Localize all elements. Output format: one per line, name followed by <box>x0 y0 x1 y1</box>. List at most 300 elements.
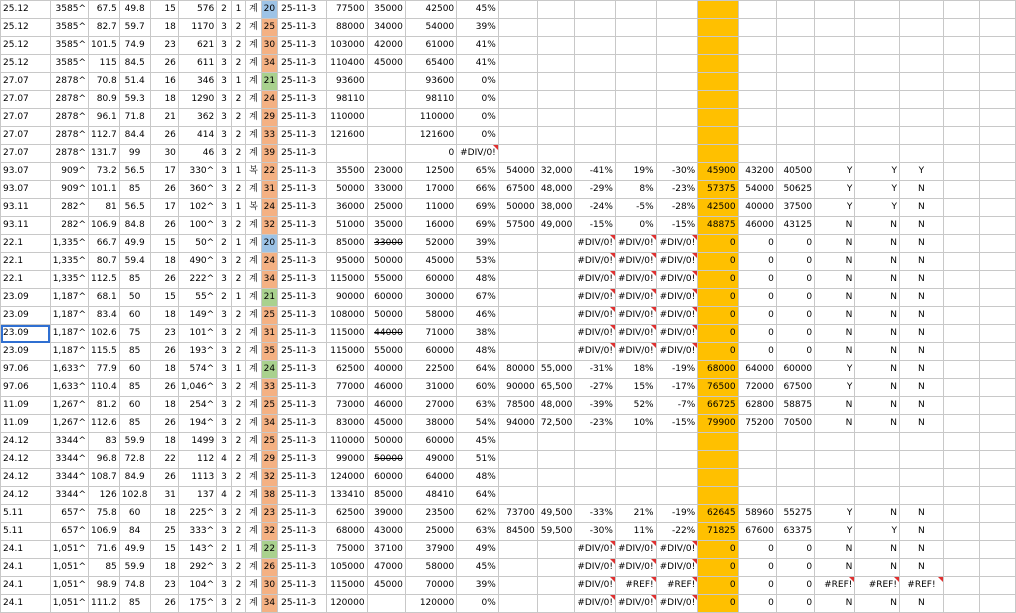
table-cell[interactable]: 282^ <box>50 199 88 217</box>
table-cell[interactable]: -15% <box>656 217 698 235</box>
table-cell[interactable]: 3 <box>217 523 232 541</box>
table-cell[interactable]: 60000 <box>367 469 405 487</box>
table-cell[interactable]: 193^ <box>178 343 216 361</box>
table-cell[interactable]: 909^ <box>50 163 88 181</box>
table-cell[interactable]: 67% <box>457 289 499 307</box>
table-cell[interactable]: 2878^ <box>50 127 88 145</box>
table-cell[interactable]: 계 <box>246 91 261 109</box>
table-cell[interactable]: 30 <box>150 145 178 163</box>
table-cell[interactable]: 40500 <box>776 163 814 181</box>
table-cell[interactable] <box>979 181 1015 199</box>
table-cell[interactable] <box>498 235 537 253</box>
table-cell[interactable]: 25-11-3 <box>278 145 327 163</box>
table-cell[interactable]: 909^ <box>50 181 88 199</box>
table-cell[interactable]: 46000 <box>367 397 405 415</box>
table-cell[interactable]: N <box>855 307 900 325</box>
table-cell[interactable]: 120000 <box>405 595 456 613</box>
table-cell[interactable]: #DIV/0! <box>575 559 616 577</box>
table-cell[interactable]: 1 <box>231 289 246 307</box>
table-cell[interactable]: 26 <box>150 415 178 433</box>
table-cell[interactable] <box>943 91 979 109</box>
table-cell[interactable] <box>498 73 537 91</box>
table-cell[interactable]: 32 <box>261 523 277 541</box>
table-cell[interactable] <box>738 73 776 91</box>
table-cell[interactable]: 25-11-3 <box>278 37 327 55</box>
table-cell[interactable]: 60000 <box>405 343 456 361</box>
table-cell[interactable]: 0 <box>698 325 738 343</box>
table-cell[interactable] <box>943 343 979 361</box>
table-cell[interactable]: 104^ <box>178 577 216 595</box>
table-cell[interactable]: 85000 <box>367 487 405 505</box>
table-cell[interactable]: 0 <box>738 577 776 595</box>
table-cell[interactable]: 계 <box>246 253 261 271</box>
table-cell[interactable]: 0 <box>698 289 738 307</box>
table-cell[interactable]: 3 <box>217 361 232 379</box>
table-cell[interactable]: 1,633^ <box>50 361 88 379</box>
table-cell[interactable]: 115000 <box>327 577 368 595</box>
table-cell[interactable]: -23% <box>575 415 616 433</box>
table-cell[interactable]: 50^ <box>178 235 216 253</box>
table-cell[interactable]: N <box>899 325 943 343</box>
table-cell[interactable]: 83 <box>89 433 120 451</box>
table-cell[interactable]: 83.4 <box>89 307 120 325</box>
table-cell[interactable]: #DIV/0! <box>575 235 616 253</box>
table-cell[interactable]: 50000 <box>367 253 405 271</box>
table-cell[interactable]: 49,000 <box>537 217 575 235</box>
table-cell[interactable]: 68000 <box>698 361 738 379</box>
table-cell[interactable]: 42500 <box>405 1 456 19</box>
table-cell[interactable]: 85 <box>119 343 150 361</box>
table-cell[interactable] <box>656 73 698 91</box>
table-cell[interactable]: 40000 <box>738 199 776 217</box>
table-cell[interactable] <box>498 109 537 127</box>
table-cell[interactable]: 25-11-3 <box>278 307 327 325</box>
table-cell[interactable]: 20 <box>261 1 277 19</box>
table-cell[interactable]: 0 <box>738 343 776 361</box>
table-cell[interactable]: 34 <box>261 55 277 73</box>
table-cell[interactable]: 64% <box>457 361 499 379</box>
table-cell[interactable]: 1 <box>231 235 246 253</box>
table-cell[interactable]: 48875 <box>698 217 738 235</box>
table-cell[interactable]: 25-11-3 <box>278 91 327 109</box>
table-cell[interactable] <box>943 217 979 235</box>
table-cell[interactable]: 계 <box>246 451 261 469</box>
table-cell[interactable]: 계 <box>246 109 261 127</box>
table-cell[interactable]: 25-11-3 <box>278 55 327 73</box>
table-cell[interactable]: 112 <box>178 451 216 469</box>
table-cell[interactable] <box>656 55 698 73</box>
table-cell[interactable]: 2 <box>231 307 246 325</box>
table-cell[interactable]: -28% <box>656 199 698 217</box>
table-cell[interactable] <box>815 19 855 37</box>
table-cell[interactable] <box>943 109 979 127</box>
table-cell[interactable]: N <box>855 595 900 613</box>
table-cell[interactable]: 38 <box>261 487 277 505</box>
table-cell[interactable]: 62% <box>457 505 499 523</box>
table-cell[interactable]: 46000 <box>738 217 776 235</box>
table-cell[interactable] <box>899 109 943 127</box>
table-cell[interactable]: 58000 <box>405 307 456 325</box>
table-cell[interactable]: 46% <box>457 307 499 325</box>
table-cell[interactable]: 3585^ <box>50 55 88 73</box>
table-cell[interactable] <box>815 91 855 109</box>
table-cell[interactable]: 3 <box>217 397 232 415</box>
table-cell[interactable]: 39% <box>457 577 499 595</box>
table-cell[interactable]: 44000 <box>367 325 405 343</box>
table-cell[interactable]: 58960 <box>738 505 776 523</box>
table-cell[interactable]: 25-11-3 <box>278 325 327 343</box>
table-cell[interactable]: 333^ <box>178 523 216 541</box>
table-cell[interactable]: 25-11-3 <box>278 469 327 487</box>
table-cell[interactable] <box>537 145 575 163</box>
table-cell[interactable]: -29% <box>575 181 616 199</box>
table-cell[interactable] <box>575 55 616 73</box>
table-cell[interactable]: 계 <box>246 181 261 199</box>
table-cell[interactable] <box>498 487 537 505</box>
table-cell[interactable]: 3 <box>217 505 232 523</box>
table-cell[interactable] <box>979 307 1015 325</box>
table-cell[interactable]: 84 <box>119 523 150 541</box>
table-cell[interactable]: 58875 <box>776 397 814 415</box>
table-cell[interactable]: 37900 <box>405 541 456 559</box>
table-cell[interactable]: 0 <box>776 343 814 361</box>
table-cell[interactable]: 11.09 <box>1 415 51 433</box>
table-cell[interactable]: 계 <box>246 433 261 451</box>
table-cell[interactable]: 17 <box>150 199 178 217</box>
table-cell[interactable]: 98110 <box>327 91 368 109</box>
table-cell[interactable]: 50000 <box>367 307 405 325</box>
table-cell[interactable]: 1 <box>231 541 246 559</box>
table-cell[interactable]: 계 <box>246 307 261 325</box>
table-cell[interactable] <box>575 127 616 145</box>
table-cell[interactable] <box>776 145 814 163</box>
table-cell[interactable]: N <box>899 415 943 433</box>
table-cell[interactable] <box>979 541 1015 559</box>
table-cell[interactable]: #DIV/0! <box>575 289 616 307</box>
table-cell[interactable]: 80.7 <box>89 253 120 271</box>
table-cell[interactable]: 45000 <box>367 55 405 73</box>
table-cell[interactable] <box>776 73 814 91</box>
table-cell[interactable]: 60000 <box>367 289 405 307</box>
table-cell[interactable]: 67500 <box>498 181 537 199</box>
table-cell[interactable] <box>979 415 1015 433</box>
table-cell[interactable]: 3344^ <box>50 451 88 469</box>
table-cell[interactable]: 75 <box>119 325 150 343</box>
table-cell[interactable]: 16 <box>150 73 178 91</box>
table-cell[interactable] <box>943 397 979 415</box>
table-cell[interactable]: 3 <box>217 73 232 91</box>
table-cell[interactable]: 1 <box>231 1 246 19</box>
table-cell[interactable]: 101.5 <box>89 37 120 55</box>
table-cell[interactable]: 85 <box>119 415 150 433</box>
table-cell[interactable] <box>738 55 776 73</box>
table-cell[interactable]: 계 <box>246 505 261 523</box>
table-cell[interactable] <box>656 433 698 451</box>
table-cell[interactable]: 85 <box>119 181 150 199</box>
table-cell[interactable]: #DIV/0! <box>575 271 616 289</box>
table-cell[interactable] <box>698 487 738 505</box>
table-cell[interactable]: 20 <box>261 235 277 253</box>
table-cell[interactable]: 65,500 <box>537 379 575 397</box>
table-cell[interactable]: 49000 <box>405 451 456 469</box>
table-cell[interactable] <box>498 541 537 559</box>
table-cell[interactable]: 70.8 <box>89 73 120 91</box>
table-cell[interactable] <box>698 451 738 469</box>
table-cell[interactable] <box>367 145 405 163</box>
table-cell[interactable]: -30% <box>656 163 698 181</box>
table-cell[interactable]: 25-11-3 <box>278 271 327 289</box>
table-cell[interactable]: 0 <box>738 541 776 559</box>
table-cell[interactable]: 계 <box>246 559 261 577</box>
table-cell[interactable]: 35000 <box>367 217 405 235</box>
table-cell[interactable]: 24 <box>261 91 277 109</box>
table-cell[interactable] <box>537 433 575 451</box>
table-cell[interactable]: 74.9 <box>119 37 150 55</box>
table-cell[interactable] <box>698 109 738 127</box>
table-cell[interactable]: 52000 <box>405 235 456 253</box>
table-cell[interactable]: 계 <box>246 469 261 487</box>
table-cell[interactable]: 414 <box>178 127 216 145</box>
table-cell[interactable] <box>899 55 943 73</box>
table-cell[interactable]: 0 <box>776 595 814 613</box>
table-cell[interactable]: 24.1 <box>1 577 51 595</box>
table-cell[interactable]: N <box>899 379 943 397</box>
table-cell[interactable]: 2 <box>217 1 232 19</box>
table-cell[interactable] <box>815 451 855 469</box>
table-cell[interactable]: 65% <box>457 163 499 181</box>
table-cell[interactable]: 1,187^ <box>50 343 88 361</box>
table-cell[interactable]: 2878^ <box>50 73 88 91</box>
table-cell[interactable]: 63% <box>457 397 499 415</box>
table-cell[interactable]: 23.09 <box>1 343 51 361</box>
table-cell[interactable] <box>855 73 900 91</box>
table-cell[interactable] <box>656 145 698 163</box>
table-cell[interactable]: 80000 <box>498 361 537 379</box>
table-cell[interactable]: 18 <box>150 433 178 451</box>
table-cell[interactable]: 25 <box>261 307 277 325</box>
table-cell[interactable]: 0 <box>738 289 776 307</box>
table-cell[interactable]: 복 <box>246 199 261 217</box>
table-cell[interactable]: 22.1 <box>1 253 51 271</box>
table-cell[interactable]: -19% <box>656 505 698 523</box>
table-cell[interactable]: 115000 <box>327 271 368 289</box>
table-cell[interactable]: 3 <box>217 307 232 325</box>
table-cell[interactable]: 60000 <box>405 433 456 451</box>
table-cell[interactable]: 42500 <box>698 199 738 217</box>
table-cell[interactable]: 360^ <box>178 181 216 199</box>
table-cell[interactable] <box>575 37 616 55</box>
table-cell[interactable] <box>855 109 900 127</box>
table-cell[interactable]: 24 <box>261 361 277 379</box>
table-cell[interactable]: 1,335^ <box>50 235 88 253</box>
table-cell[interactable]: 42000 <box>367 37 405 55</box>
table-cell[interactable]: -19% <box>656 361 698 379</box>
table-cell[interactable]: 56.5 <box>119 163 150 181</box>
table-cell[interactable] <box>615 19 656 37</box>
table-cell[interactable]: 2 <box>231 433 246 451</box>
table-cell[interactable]: 38,000 <box>537 199 575 217</box>
table-cell[interactable]: 23 <box>261 505 277 523</box>
table-cell[interactable]: #DIV/0! <box>656 559 698 577</box>
table-cell[interactable]: 93.07 <box>1 163 51 181</box>
table-cell[interactable]: 27.07 <box>1 145 51 163</box>
table-cell[interactable]: 69% <box>457 199 499 217</box>
table-cell[interactable] <box>899 91 943 109</box>
table-cell[interactable]: 111.2 <box>89 595 120 613</box>
table-cell[interactable] <box>979 325 1015 343</box>
table-cell[interactable] <box>698 127 738 145</box>
table-cell[interactable]: -27% <box>575 379 616 397</box>
table-cell[interactable]: 74.8 <box>119 577 150 595</box>
table-cell[interactable] <box>943 325 979 343</box>
table-cell[interactable]: N <box>815 415 855 433</box>
table-cell[interactable] <box>943 433 979 451</box>
table-cell[interactable]: 16000 <box>405 217 456 235</box>
table-cell[interactable]: 68.1 <box>89 289 120 307</box>
table-cell[interactable] <box>367 91 405 109</box>
table-cell[interactable] <box>979 361 1015 379</box>
table-cell[interactable]: 0 <box>698 541 738 559</box>
table-cell[interactable]: #DIV/0! <box>575 325 616 343</box>
table-cell[interactable]: 계 <box>246 217 261 235</box>
table-cell[interactable]: N <box>815 541 855 559</box>
table-cell[interactable] <box>615 1 656 19</box>
table-cell[interactable]: 101^ <box>178 325 216 343</box>
table-cell[interactable]: 25-11-3 <box>278 559 327 577</box>
table-cell[interactable]: 611 <box>178 55 216 73</box>
table-cell[interactable]: 18 <box>150 361 178 379</box>
table-cell[interactable] <box>943 1 979 19</box>
table-cell[interactable] <box>979 289 1015 307</box>
table-cell[interactable]: 21 <box>261 73 277 91</box>
table-cell[interactable]: -5% <box>615 199 656 217</box>
table-cell[interactable]: 72.8 <box>119 451 150 469</box>
table-cell[interactable] <box>498 559 537 577</box>
table-cell[interactable]: 55275 <box>776 505 814 523</box>
table-cell[interactable]: 25-11-3 <box>278 1 327 19</box>
table-cell[interactable] <box>979 145 1015 163</box>
table-cell[interactable]: 62800 <box>738 397 776 415</box>
table-cell[interactable]: 26 <box>150 271 178 289</box>
table-cell[interactable] <box>498 271 537 289</box>
table-cell[interactable]: 22500 <box>405 361 456 379</box>
table-cell[interactable] <box>656 1 698 19</box>
table-cell[interactable]: 34 <box>261 415 277 433</box>
table-cell[interactable]: 25000 <box>405 523 456 541</box>
table-cell[interactable]: 31 <box>150 487 178 505</box>
table-cell[interactable]: 222^ <box>178 271 216 289</box>
table-cell[interactable]: 12500 <box>405 163 456 181</box>
table-cell[interactable]: N <box>815 343 855 361</box>
table-cell[interactable]: 657^ <box>50 523 88 541</box>
table-cell[interactable]: 10% <box>615 415 656 433</box>
table-cell[interactable]: 2 <box>231 181 246 199</box>
table-cell[interactable] <box>615 487 656 505</box>
table-cell[interactable] <box>698 145 738 163</box>
table-cell[interactable]: 60 <box>119 361 150 379</box>
table-cell[interactable] <box>537 469 575 487</box>
table-cell[interactable]: 2878^ <box>50 145 88 163</box>
table-cell[interactable]: 66.7 <box>89 235 120 253</box>
table-cell[interactable]: 43000 <box>367 523 405 541</box>
table-cell[interactable] <box>698 55 738 73</box>
table-cell[interactable] <box>979 577 1015 595</box>
table-cell[interactable]: 22 <box>261 541 277 559</box>
table-cell[interactable] <box>899 127 943 145</box>
table-cell[interactable]: 71825 <box>698 523 738 541</box>
table-cell[interactable]: Y <box>815 523 855 541</box>
table-cell[interactable]: 0% <box>615 217 656 235</box>
table-cell[interactable]: 2 <box>231 469 246 487</box>
table-cell[interactable]: 110000 <box>327 109 368 127</box>
table-cell[interactable]: 32,000 <box>537 163 575 181</box>
table-cell[interactable] <box>537 289 575 307</box>
table-cell[interactable]: 21% <box>615 505 656 523</box>
table-cell[interactable]: 25-11-3 <box>278 73 327 91</box>
table-cell[interactable]: 2 <box>231 379 246 397</box>
table-cell[interactable]: 98.9 <box>89 577 120 595</box>
table-cell[interactable]: 3344^ <box>50 433 88 451</box>
table-cell[interactable]: Y <box>815 379 855 397</box>
table-cell[interactable]: 25 <box>150 523 178 541</box>
table-cell[interactable]: 121600 <box>327 127 368 145</box>
table-cell[interactable] <box>738 109 776 127</box>
table-cell[interactable]: 362 <box>178 109 216 127</box>
table-cell[interactable]: 105000 <box>327 559 368 577</box>
table-cell[interactable]: N <box>855 397 900 415</box>
table-cell[interactable] <box>979 469 1015 487</box>
table-cell[interactable] <box>575 469 616 487</box>
table-cell[interactable]: #DIV/0! <box>615 343 656 361</box>
table-cell[interactable]: 102^ <box>178 199 216 217</box>
table-cell[interactable]: 18 <box>150 307 178 325</box>
table-cell[interactable]: N <box>899 307 943 325</box>
table-cell[interactable]: 25000 <box>367 199 405 217</box>
table-cell[interactable]: 73.2 <box>89 163 120 181</box>
table-cell[interactable]: 1,051^ <box>50 559 88 577</box>
table-cell[interactable] <box>943 469 979 487</box>
table-cell[interactable]: 115000 <box>327 325 368 343</box>
table-cell[interactable]: 51% <box>457 451 499 469</box>
table-cell[interactable]: Y <box>855 199 900 217</box>
table-cell[interactable]: 17 <box>150 163 178 181</box>
table-cell[interactable]: 2 <box>231 37 246 55</box>
table-cell[interactable] <box>498 595 537 613</box>
table-cell[interactable]: 0 <box>776 541 814 559</box>
table-cell[interactable]: 25-11-3 <box>278 397 327 415</box>
table-cell[interactable]: 143^ <box>178 541 216 559</box>
table-cell[interactable]: 복 <box>246 163 261 181</box>
table-cell[interactable]: Y <box>815 361 855 379</box>
table-cell[interactable]: N <box>899 235 943 253</box>
table-cell[interactable] <box>855 55 900 73</box>
table-cell[interactable] <box>738 145 776 163</box>
table-cell[interactable]: 18 <box>150 253 178 271</box>
table-cell[interactable]: N <box>899 343 943 361</box>
table-cell[interactable]: N <box>899 505 943 523</box>
table-cell[interactable]: 0 <box>698 559 738 577</box>
table-cell[interactable] <box>738 433 776 451</box>
table-cell[interactable] <box>776 487 814 505</box>
table-cell[interactable]: 85000 <box>327 235 368 253</box>
table-cell[interactable] <box>498 343 537 361</box>
table-cell[interactable]: 48,000 <box>537 397 575 415</box>
table-cell[interactable] <box>575 19 616 37</box>
table-cell[interactable]: 106.9 <box>89 217 120 235</box>
table-cell[interactable]: 24.12 <box>1 451 51 469</box>
table-cell[interactable]: 82.7 <box>89 19 120 37</box>
table-cell[interactable]: 0% <box>457 109 499 127</box>
